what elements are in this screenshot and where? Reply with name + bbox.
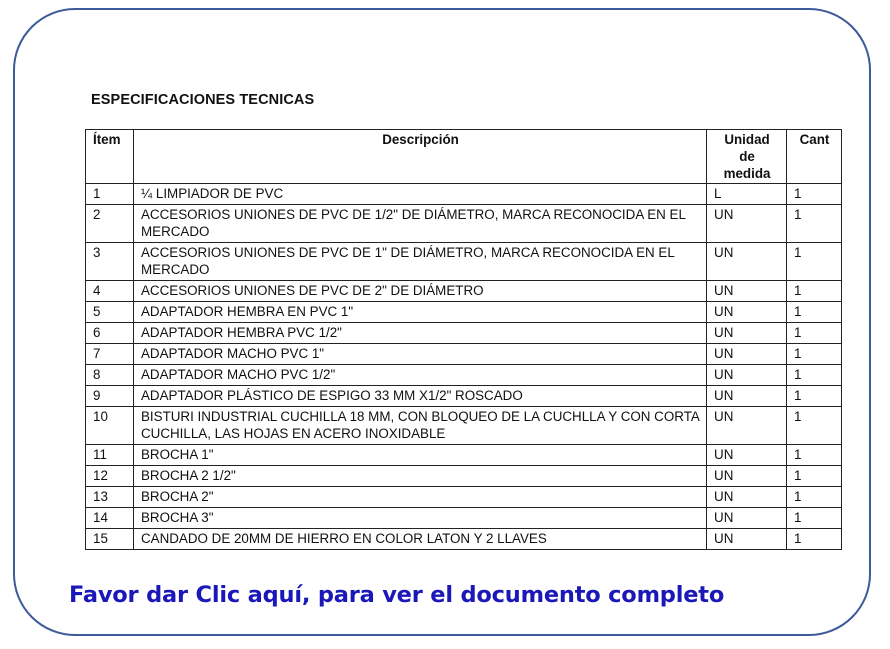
cell-item: 3 xyxy=(86,243,134,281)
cell-qty: 1 xyxy=(787,205,842,243)
cell-item: 12 xyxy=(86,466,134,487)
cell-description: ACCESORIOS UNIONES DE PVC DE 1/2" DE DIÁMETRO, MARCA RECONOCIDA EN EL MERCADO xyxy=(133,205,706,243)
cell-description: BROCHA 2 1/2" xyxy=(133,466,706,487)
view-full-document-link[interactable]: Favor dar Clic aquí, para ver el documento completo xyxy=(69,582,725,608)
cell-description: ADAPTADOR MACHO PVC 1" xyxy=(133,344,706,365)
cell-item: 11 xyxy=(86,445,134,466)
specifications-table xyxy=(85,129,842,550)
cell-description: BISTURI INDUSTRIAL CUCHILLA 18 MM, CON BLOQUEO DE LA CUCHLLA Y CON CORTA CUCHILLA, LAS HOJAS EN ACERO INOXIDABLE xyxy=(133,407,706,445)
cell-unit: UN xyxy=(707,386,787,407)
cell-unit: UN xyxy=(707,205,787,243)
cell-qty: 1 xyxy=(787,529,842,550)
cell-description: ADAPTADOR HEMBRA PVC 1/2" xyxy=(133,323,706,344)
header-qty: Cant xyxy=(787,130,842,184)
cell-unit: UN xyxy=(707,344,787,365)
cell-qty: 1 xyxy=(787,466,842,487)
cell-unit: UN xyxy=(707,487,787,508)
cell-item: 7 xyxy=(86,344,134,365)
cell-qty: 1 xyxy=(787,302,842,323)
cell-item: 15 xyxy=(86,529,134,550)
cell-item: 4 xyxy=(86,281,134,302)
cell-unit: UN xyxy=(707,407,787,445)
table-row xyxy=(86,243,842,281)
cell-unit: UN xyxy=(707,508,787,529)
cell-qty: 1 xyxy=(787,281,842,302)
cell-unit: UN xyxy=(707,466,787,487)
cell-description: CANDADO DE 20MM DE HIERRO EN COLOR LATON Y 2 LLAVES xyxy=(133,529,706,550)
table-row xyxy=(86,487,842,508)
cell-unit: UN xyxy=(707,281,787,302)
cell-description: BROCHA 3" xyxy=(133,508,706,529)
cell-item: 8 xyxy=(86,365,134,386)
cell-item: 14 xyxy=(86,508,134,529)
cell-item: 5 xyxy=(86,302,134,323)
cell-item: 10 xyxy=(86,407,134,445)
cell-unit: UN xyxy=(707,529,787,550)
document-title: ESPECIFICACIONES TECNICAS xyxy=(91,92,315,108)
header-item: Ítem xyxy=(86,130,134,184)
table-row xyxy=(86,407,842,445)
cell-unit: UN xyxy=(707,365,787,386)
header-description: Descripción xyxy=(133,130,706,184)
cell-item: 1 xyxy=(86,184,134,205)
cell-item: 6 xyxy=(86,323,134,344)
cell-description: BROCHA 1" xyxy=(133,445,706,466)
cell-description: ADAPTADOR HEMBRA EN PVC 1" xyxy=(133,302,706,323)
cell-description: ¼ LIMPIADOR DE PVC xyxy=(133,184,706,205)
table-header-row xyxy=(86,130,842,184)
cell-description: BROCHA 2" xyxy=(133,487,706,508)
cell-unit: UN xyxy=(707,302,787,323)
cell-description: ACCESORIOS UNIONES DE PVC DE 1" DE DIÁMETRO, MARCA RECONOCIDA EN EL MERCADO xyxy=(133,243,706,281)
cell-item: 13 xyxy=(86,487,134,508)
cell-unit: UN xyxy=(707,243,787,281)
cell-qty: 1 xyxy=(787,407,842,445)
cell-description: ADAPTADOR MACHO PVC 1/2" xyxy=(133,365,706,386)
table-row xyxy=(86,281,842,302)
table-row xyxy=(86,205,842,243)
cell-item: 9 xyxy=(86,386,134,407)
cell-unit: UN xyxy=(707,445,787,466)
table-row xyxy=(86,184,842,205)
cell-qty: 1 xyxy=(787,445,842,466)
table-row xyxy=(86,323,842,344)
cell-qty: 1 xyxy=(787,323,842,344)
table-row xyxy=(86,508,842,529)
table-row xyxy=(86,344,842,365)
table-row xyxy=(86,445,842,466)
cell-qty: 1 xyxy=(787,184,842,205)
table-row xyxy=(86,302,842,323)
table-body xyxy=(86,184,842,550)
cell-qty: 1 xyxy=(787,344,842,365)
table-row xyxy=(86,466,842,487)
table-row xyxy=(86,386,842,407)
cell-qty: 1 xyxy=(787,508,842,529)
table-row xyxy=(86,365,842,386)
table-row xyxy=(86,529,842,550)
cell-qty: 1 xyxy=(787,487,842,508)
cell-qty: 1 xyxy=(787,365,842,386)
cell-qty: 1 xyxy=(787,243,842,281)
cell-item: 2 xyxy=(86,205,134,243)
cell-unit: UN xyxy=(707,323,787,344)
header-unit: Unidad de medida xyxy=(707,130,787,184)
cell-qty: 1 xyxy=(787,386,842,407)
cell-description: ACCESORIOS UNIONES DE PVC DE 2" DE DIÁMETRO xyxy=(133,281,706,302)
cell-unit: L xyxy=(707,184,787,205)
cell-description: ADAPTADOR PLÁSTICO DE ESPIGO 33 MM X1/2" ROSCADO xyxy=(133,386,706,407)
